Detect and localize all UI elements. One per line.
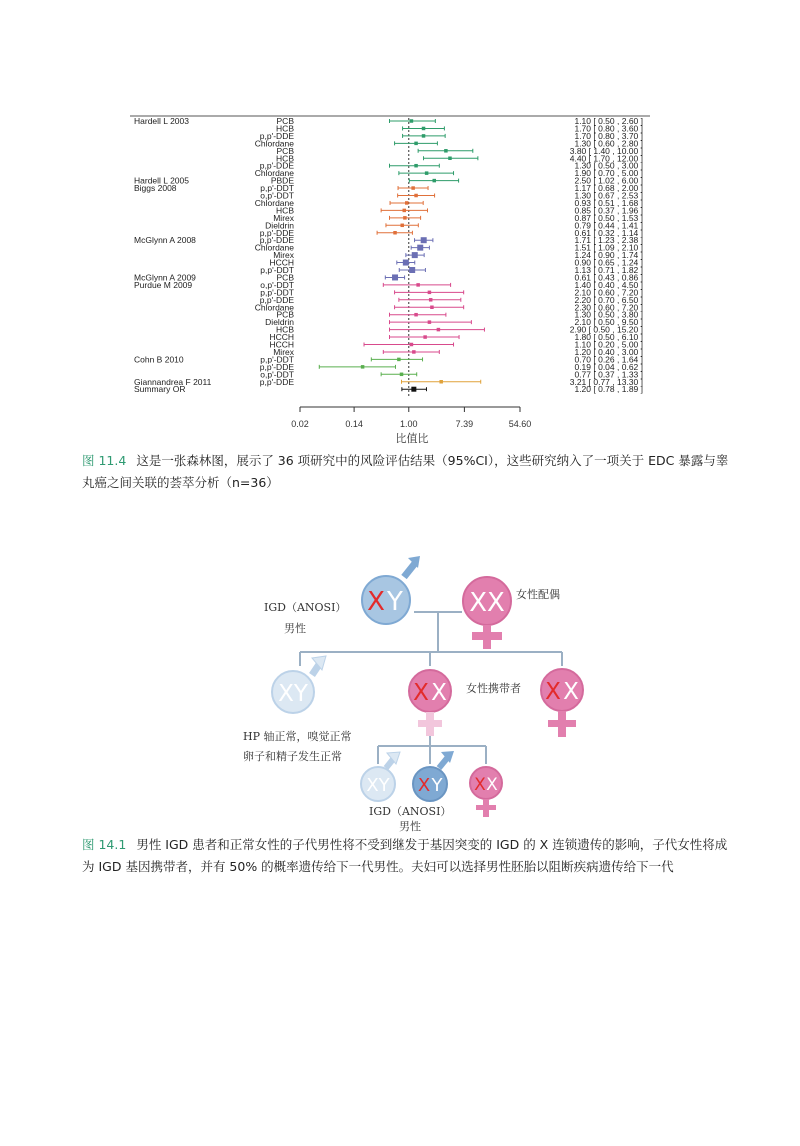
exposure-label: HCB — [276, 205, 294, 216]
father-label-sex: 男性 — [284, 622, 306, 635]
son-label-2: 卵子和精子发生正常 — [243, 750, 342, 763]
mother-label: 女性配偶 — [516, 588, 560, 601]
svg-text:X: X — [486, 775, 498, 795]
exposure-label: Dieldrin — [265, 317, 294, 328]
or-ci-text: 2.50 [ 1.02 , 6.00 ] — [574, 175, 643, 186]
svg-text:X: X — [545, 679, 561, 705]
exposure-label: Chlordane — [254, 197, 294, 208]
exposure-label: PCB — [276, 272, 294, 283]
or-ci-text: 1.70 [ 0.80 , 3.70 ] — [574, 130, 643, 141]
or-ci-text: 1.51 [ 1.09 , 2.10 ] — [574, 242, 643, 253]
or-ci-text: 1.30 [ 0.67 , 2.53 ] — [574, 190, 643, 201]
exposure-label: Chlordane — [254, 168, 294, 179]
exposure-label: p,p'-DDT — [260, 354, 294, 365]
grandson-label-2: 男性 — [399, 820, 421, 833]
exposure-label: PBDE — [270, 175, 294, 186]
exposure-label: p,p'-DDT — [260, 265, 294, 275]
exposure-label: p,p'-DDE — [259, 361, 294, 372]
or-ci-text: 1.30 [ 0.50 , 3.80 ] — [574, 309, 643, 320]
or-ci-text: 1.20 [ 0.78 , 1.89 ] — [574, 384, 643, 395]
or-ci-text: 1.71 [ 1.23 , 2.38 ] — [574, 235, 643, 246]
svg-text:X: X — [431, 680, 447, 706]
caption-text: 这是一张森林图，展示了 36 项研究中的风险评估结果（95%CI），这些研究纳入了一项关于 EDC 暴露与睾丸癌之间关联的荟萃分析（n=36） — [82, 453, 729, 490]
or-ci-text: 1.70 [ 0.80 , 3.60 ] — [574, 123, 643, 134]
or-ci-text: 0.70 [ 0.26 , 1.64 ] — [574, 354, 643, 365]
or-ci-text: 2.30 [ 0.60 , 7.20 ] — [574, 302, 643, 313]
study-name: Hardell L 2003 — [134, 116, 189, 126]
exposure-label: Mirex — [273, 212, 294, 223]
father-label: IGD（ANOSI） — [264, 601, 347, 614]
x-tick-label: 7.39 — [455, 419, 474, 429]
grandson-label: IGD（ANOSI） — [369, 805, 452, 818]
or-ci-text: 2.20 [ 0.70 , 6.50 ] — [574, 294, 643, 305]
exposure-label: p,p'-DDE — [259, 130, 294, 141]
or-ci-text: 1.17 [ 0.68 , 2.00 ] — [574, 183, 643, 194]
x-tick-label: 1.00 — [400, 419, 418, 429]
study-name: Summary OR — [134, 384, 186, 395]
exposure-label: Dieldrin — [265, 220, 294, 231]
figure-caption-14-1 — [82, 834, 732, 878]
exposure-label: HCB — [276, 153, 294, 164]
svg-text:X: X — [367, 587, 385, 617]
exposure-label: PCB — [276, 116, 294, 126]
exposure-label: Mirex — [273, 250, 294, 261]
caption-text: 男性 IGD 患者和正常女性的子代男性将不受到继发于基因突变的 IGD 的 X 连锁遗传的影响，子代女性将成为 IGD 基因携带者，并有 50% 的概率遗传给下一代男性。夫妇可以选择男性胚胎以阻断疾病遗传给下一代 — [82, 837, 728, 874]
exposure-label: p,p'-DDE — [259, 227, 294, 238]
exposure-label: Chlordane — [254, 138, 294, 149]
x-axis-label: 比值比 — [395, 433, 429, 445]
svg-text:Y: Y — [431, 775, 443, 796]
exposure-label: p,p'-DDE — [259, 294, 294, 305]
exposure-label: HCCH — [269, 257, 294, 268]
exposure-label: o,p'-DDT — [260, 369, 294, 380]
or-ci-text: 1.13 [ 0.71 , 1.82 ] — [574, 265, 643, 275]
grandson-affected-symbol — [413, 751, 454, 801]
figure-number: 图 11.4 — [82, 453, 127, 468]
study-name: Giannandrea F 2011 — [134, 376, 212, 387]
granddaughter-symbol — [470, 767, 502, 817]
exposure-label: HCB — [276, 324, 294, 335]
or-ci-text: 2.10 [ 0.60 , 7.20 ] — [574, 287, 643, 298]
svg-text:XY: XY — [278, 681, 308, 707]
carrier-daughter-symbol — [409, 670, 451, 736]
or-ci-text: 0.90 [ 0.65 , 1.24 ] — [574, 257, 643, 268]
exposure-label: p,p'-DDE — [259, 235, 294, 246]
exposure-label: HCCH — [269, 332, 294, 343]
or-ci-text: 1.30 [ 0.50 , 3.00 ] — [574, 160, 643, 171]
father-male-symbol — [362, 556, 420, 624]
or-ci-text: 0.61 [ 0.43 , 0.86 ] — [574, 272, 643, 283]
or-ci-text: 0.93 [ 0.51 , 1.68 ] — [574, 197, 643, 208]
exposure-label: o,p'-DDT — [260, 279, 294, 290]
svg-text:X: X — [474, 775, 486, 795]
svg-text:X: X — [563, 679, 579, 705]
x-tick-label: 0.02 — [291, 419, 309, 429]
svg-text:X: X — [417, 775, 431, 796]
exposure-label: o,p'-DDT — [260, 190, 294, 201]
figure-number: 图 14.1 — [82, 837, 127, 852]
or-ci-text: 1.24 [ 0.90 , 1.74 ] — [574, 250, 643, 261]
or-ci-text: 2.90 [ 0.50 , 15.20 ] — [569, 324, 643, 335]
study-name: Cohn B 2010 — [134, 354, 184, 365]
or-ci-text: 3.80 [ 1.40 , 10.00 ] — [569, 145, 643, 156]
svg-text:XX: XX — [469, 588, 505, 618]
or-ci-text: 1.20 [ 0.40 , 3.00 ] — [574, 346, 643, 357]
exposure-label: Chlordane — [254, 242, 294, 253]
study-name: McGlynn A 2009 — [134, 272, 196, 283]
x-tick-label: 0.14 — [345, 419, 363, 429]
study-name: Hardell L 2005 — [134, 175, 189, 186]
svg-text:X: X — [413, 680, 429, 706]
or-ci-text: 0.87 [ 0.50 , 1.53 ] — [574, 212, 643, 223]
or-ci-text: 4.40 [ 1.70 , 12.00 ] — [569, 153, 643, 164]
or-ci-text: 1.80 [ 0.50 , 6.10 ] — [574, 332, 643, 343]
or-ci-text: 0.19 [ 0.04 , 0.62 ] — [574, 361, 643, 372]
son-label: HP 轴正常，嗅觉正常 — [243, 730, 352, 743]
exposure-label: p,p'-DDT — [260, 287, 294, 298]
or-ci-text: 1.40 [ 0.40 , 4.50 ] — [574, 279, 643, 290]
daughter-female-symbol — [541, 669, 583, 737]
or-ci-text: 0.61 [ 0.32 , 1.14 ] — [574, 227, 643, 238]
exposure-label: p,p'-DDE — [259, 376, 294, 387]
or-ci-text: 1.30 [ 0.60 , 2.80 ] — [574, 138, 643, 149]
or-ci-text: 1.90 [ 0.70 , 5.00 ] — [574, 168, 643, 179]
svg-text:XY: XY — [366, 775, 390, 796]
exposure-label: Chlordane — [254, 302, 294, 313]
exposure-label: p,p'-DDE — [259, 160, 294, 171]
study-name: Biggs 2008 — [134, 183, 177, 194]
exposure-label: p,p'-DDT — [260, 183, 294, 194]
exposure-label: HCB — [276, 123, 294, 134]
exposure-label: HCCH — [269, 339, 294, 350]
exposure-label: Mirex — [273, 346, 294, 357]
study-name: Purdue M 2009 — [134, 279, 193, 290]
or-ci-text: 3.21 [ 0.77 , 13.30 ] — [569, 376, 643, 387]
or-ci-text: 1.10 [ 0.20 , 5.00 ] — [574, 339, 643, 350]
mother-female-symbol — [463, 577, 511, 649]
grandson-normal-symbol — [361, 752, 400, 801]
or-ci-text: 0.85 [ 0.37 , 1.96 ] — [574, 205, 643, 216]
exposure-label: PCB — [276, 309, 294, 320]
or-ci-text: 1.10 [ 0.50 , 2.60 ] — [574, 116, 643, 126]
svg-text:Y: Y — [387, 587, 403, 617]
or-ci-text: 2.10 [ 0.50 , 9.50 ] — [574, 317, 643, 328]
carrier-label: 女性携带者 — [466, 682, 521, 695]
x-tick-label: 54.60 — [508, 419, 532, 429]
study-name: McGlynn A 2008 — [134, 235, 196, 246]
or-ci-text: 0.79 [ 0.44 , 1.41 ] — [574, 220, 643, 231]
or-ci-text: 0.77 [ 0.37 , 1.33 ] — [574, 369, 643, 380]
exposure-label: PCB — [276, 145, 294, 156]
